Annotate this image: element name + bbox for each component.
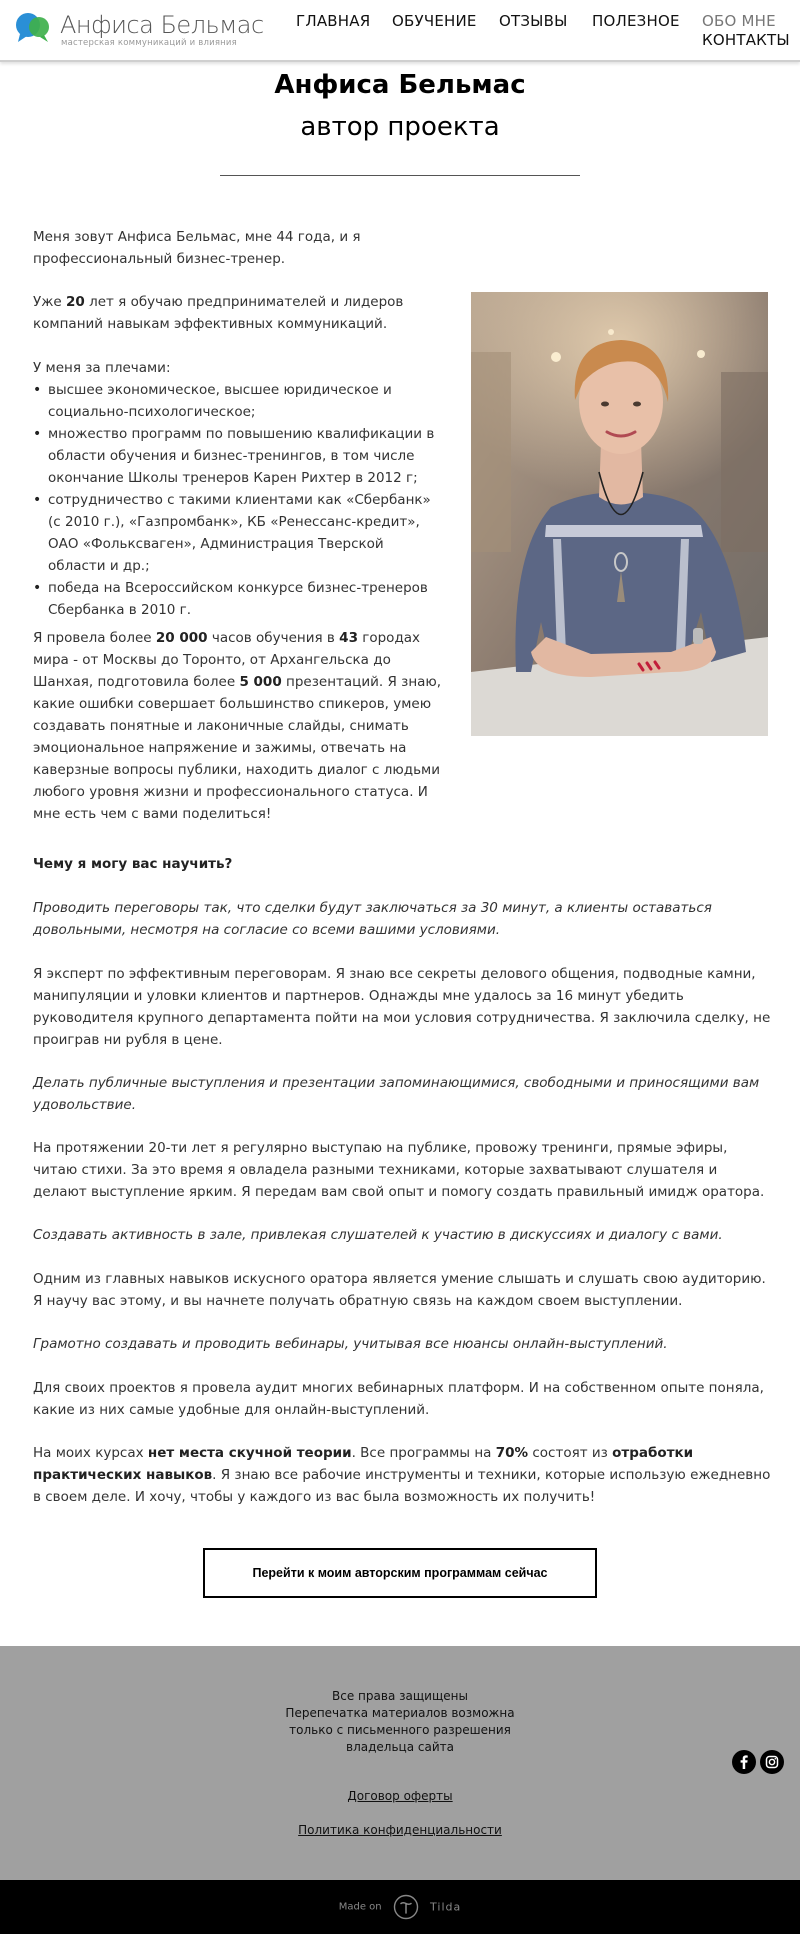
facebook-icon[interactable]: [732, 1750, 756, 1774]
teach-paragraph-2: На протяжении 20-ти лет я регулярно выступаю на публике, провожу тренинги, прямые эфиры, читаю стихи. За это время я овладела разными техниками, которые захватывают слушателя и делают выступление ярким. Я передам вам свой опыт и помогу создать правильный имидж оратора.: [33, 1140, 765, 1200]
experience-list-title: У меня за плечами:: [33, 360, 171, 376]
logo-tagline: мастерская коммуникаций и влияния: [61, 38, 237, 48]
teach-paragraph-3: Одним из главных навыков искусного оратора является умение слышать и слушать свою аудиторию. Я научу вас этому, и вы начнете получать обратную связь на каждом своем выступлении.: [33, 1271, 766, 1309]
page-title: Анфиса Бельмас: [274, 70, 526, 100]
tilda-logo-icon: [393, 1894, 419, 1920]
speech-bubbles-logo-icon: [14, 10, 54, 46]
teach-paragraph-5: На моих курсах нет места скучной теории. Все программы на 70% состоят из отработки практических навыков. Я знаю все рабочие инструменты и техники, которые использую ежедневно в своем деле. И хочу, чтобы у каждого из вас была возможность их получить!: [33, 1445, 771, 1505]
intro-paragraph-1: Меня зовут Анфиса Бельмас, мне 44 года, и я профессиональный бизнес-тренер.: [33, 229, 361, 267]
logo-name: Анфиса Бельмас: [60, 11, 264, 39]
title-divider: [220, 175, 580, 176]
programs-cta-button[interactable]: Перейти к моим авторским программам сейчас: [203, 1548, 597, 1598]
nav-contacts[interactable]: КОНТАКТЫ: [702, 31, 790, 49]
nav-training[interactable]: ОБУЧЕНИЕ: [392, 12, 477, 30]
teach-paragraph-4: Для своих проектов я провела аудит многих вебинарных платформ. И на собственном опыте поняла, какие из них самые удобные для онлайн-выступлений.: [33, 1380, 764, 1418]
facebook-glyph-icon: [732, 1750, 756, 1774]
author-portrait-image: [471, 292, 768, 736]
page-subtitle: автор проекта: [300, 112, 500, 142]
intro-paragraph-3: Я провела более 20 000 часов обучения в 43 городах мира - от Москвы до Торонто, от Архангельска до Шанхая, подготовила более 5 000 презентаций. Я знаю, какие ошибки совершает большинство спикеров, умею создавать понятные и лаконичные слайды, снимать эмоциональное напряжение и зажимы, отвечать на каверзные вопросы публики, находить диалог с людьми любого уровня жизни и профессионального статуса. И мне есть чем с вами поделиться!: [33, 630, 442, 822]
site-logo[interactable]: [14, 10, 264, 48]
privacy-policy-link[interactable]: Политика конфиденциальности: [298, 1823, 502, 1837]
teach-skill-4: Грамотно создавать и проводить вебинары, учитывая все нюансы онлайн-выступлений.: [33, 1336, 668, 1352]
teach-skill-1: Проводить переговоры так, что сделки будут заключаться за 30 минут, а клиенты оставаться довольными, несмотря на согласие со всеми вашими условиями.: [33, 900, 712, 938]
site-footer: [0, 1646, 800, 1880]
list-item: • победа на Всероссийском конкурсе бизнес-тренеров Сбербанка в 2010 г.: [33, 577, 443, 621]
site-header: [0, 0, 800, 62]
list-item: • сотрудничество с такими клиентами как «Сбербанк» (с 2010 г.), «Газпромбанк», КБ «Ренессанс-кредит», ОАО «Фольксваген», Администрация Тверской области и др.;: [33, 489, 443, 577]
author-photo: [471, 292, 768, 736]
experience-list: [33, 379, 443, 621]
teach-skill-3: Создавать активность в зале, привлекая слушателей к участию в дискуссиях и диалогу с вами.: [33, 1227, 723, 1243]
offer-link-row: [0, 1789, 800, 1803]
list-item: • множество программ по повышению квалификации в области обучения и бизнес-тренингов, в том числе окончание Школы тренеров Карен Рихтер в 2012 г;: [33, 423, 443, 489]
privacy-link-row: [0, 1823, 800, 1837]
teach-paragraph-1: Я эксперт по эффективным переговорам. Я знаю все секреты делового общения, подводные камни, манипуляции и уловки клиентов и партнеров. Однажды мне удалось за 16 минут убедить руководителя крупного департамента пойти на мои условия сотрудничества. Я заключила сделку, не проиграв ни рубля в цене.: [33, 966, 771, 1048]
nav-home[interactable]: ГЛАВНАЯ: [296, 12, 371, 30]
teach-heading: Чему я могу вас научить?: [33, 856, 233, 872]
instagram-glyph-icon: [760, 1750, 784, 1774]
nav-useful[interactable]: ПОЛЕЗНОЕ: [592, 12, 680, 30]
offer-link[interactable]: Договор оферты: [347, 1789, 453, 1803]
nav-reviews[interactable]: ОТЗЫВЫ: [499, 12, 568, 30]
intro-paragraph-2: Уже 20 лет я обучаю предпринимателей и лидеров компаний навыкам эффективных коммуникаций.: [33, 294, 404, 332]
footer-rights: Все права защищены Перепечатка материалов возможна только с письменного разрешения владельца сайта: [285, 1689, 515, 1754]
teach-skill-2: Делать публичные выступления и презентации запоминающимися, свободными и приносящими вам удовольствие.: [33, 1075, 760, 1113]
nav-about[interactable]: ОБО МНЕ: [702, 12, 776, 30]
made-on-tilda-link[interactable]: Made on Tilda: [0, 1894, 800, 1920]
instagram-icon[interactable]: [760, 1750, 784, 1774]
list-item: • высшее экономическое, высшее юридическое и социально-психологическое;: [33, 379, 443, 423]
